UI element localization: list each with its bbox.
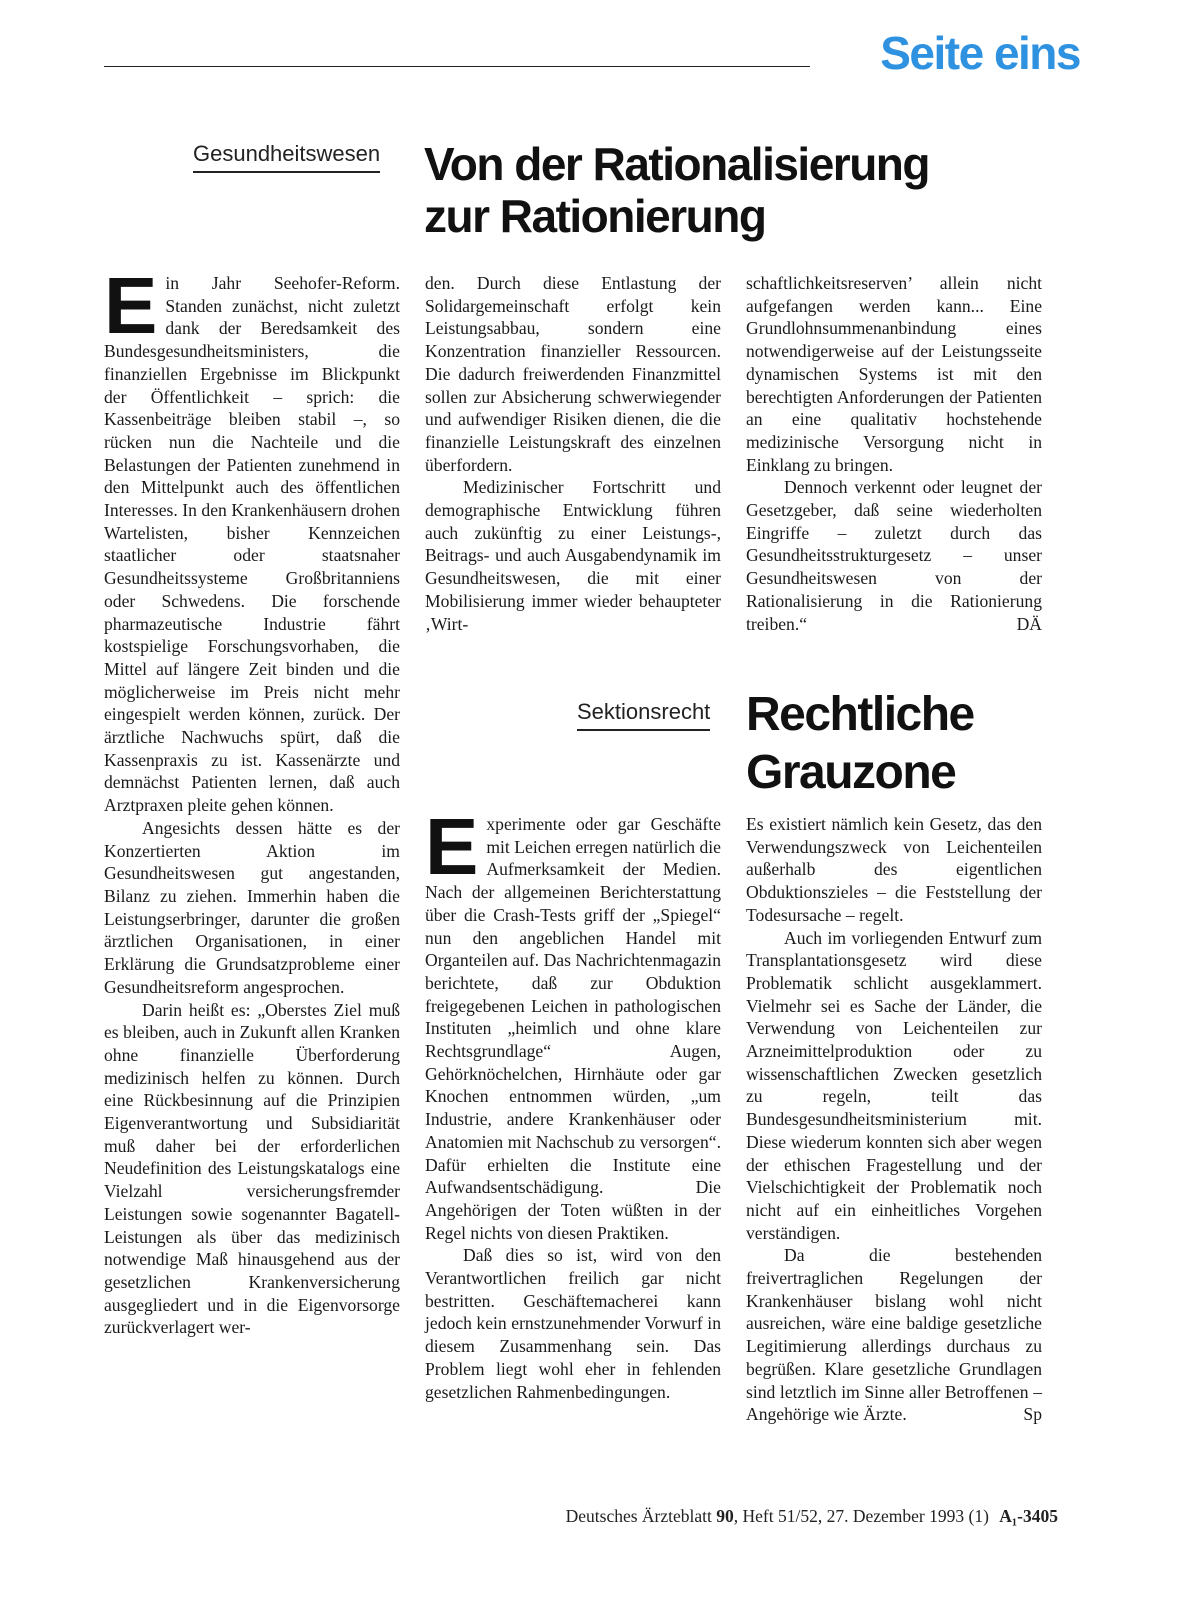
footer-volume: 90 [716, 1506, 734, 1526]
paragraph-text: xperimente oder gar Geschäfte mit Leichen erregen natürlich die Aufmerksamkeit der Medien. Nach der allgemeinen Berichterstattung über die Crash-Tests griff der „Spiegel“ nun den angeblichen Handel mit Organteilen auf. Das Nachrichtenmagazin berichtete, daß zur Obduktion freigegebenen Leichen in pathologischen Instituten „heimlich und ohne klare Rechtsgrundlage“ Augen, Gehörknöchelchen, Hirnhäute oder gar Knochen entnommen würden, „um Industrie, andere Krankenhäuser oder Anatomien mit Nachschub zu versorgen“. Dafür erhielten die Institute eine Aufwandsentschädigung. Die Angehörigen der Toten wüßten in der Regel nichts von diesen Praktiken. [425, 814, 721, 1243]
page-footer [566, 1506, 1058, 1527]
article-1-headline-line2: zur Rationierung [424, 190, 766, 242]
article-1-column-1 [104, 261, 400, 1339]
paragraph: den. Durch diese Entlastung der Solidargemeinschaft erfolgt kein Leistungsabbau, sondern eine Konzentration finanzieller Ressourcen. Die dadurch freiwerdenden Finanzmittel sollen zur Absicherung schwerwiegender und aufwendiger Risiken dienen, die die finanzielle Leistungskraft des einzelnen überfordern. [425, 273, 721, 475]
article-2-kicker: Sektionsrecht [577, 701, 710, 731]
article-2-headline-line1: Rechtliche [746, 688, 974, 741]
footer-issue: , Heft 51/52, 27. Dezember 1993 (1) [733, 1506, 989, 1526]
paragraph: Daß dies so ist, wird von den Verantwortlichen freilich gar nicht bestritten. Geschäftemacherei kann jedoch kein ernstzunehmender Vorwurf in diesem Zusammenhang sein. Das Problem liegt wohl eher in fehlenden gesetzlichen Rahmenbedingungen. [425, 1245, 721, 1402]
paragraph [746, 476, 1042, 635]
paragraph: Angesichts dessen hätte es der Konzertierten Aktion im Gesundheitswesen gut angestanden, Bilanz zu ziehen. Immerhin haben die Leistungserbringer, darunter die großen ärztlichen Organisationen, in einer Erklärung die Grundsatzprobleme einer Gesundheitsreform angesprochen. [104, 817, 400, 997]
paragraph [104, 261, 400, 817]
footer-page-number: A₁-3405 [999, 1506, 1058, 1526]
footer-journal: Deutsches Ärzteblatt [565, 1506, 712, 1526]
paragraph-text: in Jahr Seehofer-Reform. Standen zunächst, nicht zuletzt dank der Beredsamkeit des Bundesgesundheitsministers, die finanziellen Ergebnisse im Blickpunkt der Öffentlichkeit – sprich: die Kassenbeiträge bleiben stabil –, so rücken nun die Nachteile und die Belastungen der Patienten zunehmend in den Mittelpunkt auch des öffentlichen Interesses. In den Krankenhäusern drohen Wartelisten, bisher Kennzeichen staatlicher oder staatsnaher Gesundheitssysteme Großbritanniens oder Schwedens. Die forschende pharmazeutische Industrie fährt kostspielige Forschungsvorhaben, die Mittel auf längere Zeit binden und die möglicherweise im Preis nicht mehr eingespielt werden können, zurück. Der ärztliche Nachwuchs spürt, daß die Kassenpraxis zu ist. Kassenärzte und demnächst Patienten lernen, daß auch Arztpraxen pleite gehen können. [104, 273, 400, 816]
paragraph: Darin heißt es: „Oberstes Ziel muß es bleiben, auch in Zukunft allen Kranken ohne finanzielle Überforderung medizinisch helfen zu können. Durch eine Rückbesinnung auf die Prinzipien Eigenverantwortung und Subsidiarität muß daher bei der erforderlichen Neudefinition des Leistungskatalogs eine Vielzahl versicherungsfremder Leistungen sowie sogenannter Bagatell-Leistungen als über das medizinisch notwendige Maß hinausgehend aus der gesetzlichen Krankenversicherung ausgegliedert und in die Eigenvorsorge zurückverlagert wer- [104, 999, 400, 1338]
article-2-column-2 [425, 802, 721, 1403]
drop-cap: E [425, 802, 479, 891]
article-2-headline-line2: Grauzone [746, 746, 956, 799]
paragraph: Auch im vorliegenden Entwurf zum Transplantationsgesetz wird diese Problematik schlicht ausgeklammert. Vielmehr sei es Sache der Länder, die Verwendung von Leichenteilen zur Arzneimittelproduktion oder zu wissenschaftlichen Zwecken gesetzlich zu regeln, teilt das Bundesgesundheitsministerium mit. Diese wiederum konnten sich aber wegen der ethischen Fragestellung und der Vielschichtigkeit der Problematik noch nicht auf ein einheitliches Vorgehen verständigen. [746, 927, 1042, 1243]
article-1-column-2 [425, 272, 721, 635]
paragraph: Es existiert nämlich kein Gesetz, das den Verwendungszweck von Leichenteilen außerhalb des eigentlichen Obduktionszieles – die Feststellung der Todesursache – regelt. [746, 814, 1042, 925]
article-1-column-3 [746, 272, 1042, 635]
article-1-headline [424, 138, 929, 242]
article-1-headline-line1: Von der Rationalisierung [424, 138, 929, 190]
author-signature: Sp [1023, 1404, 1042, 1425]
paragraph-text: Dennoch verkennt oder leugnet der Gesetzgeber, daß seine wiederholten Eingriffe – zuletzt durch das Gesundheitsstrukturgesetz – unser Gesundheitswesen von der Rationalisierung in die Rationierung treiben.“ [746, 477, 1042, 634]
article-1-kicker: Gesundheitswesen [193, 143, 380, 173]
paragraph [425, 802, 721, 1244]
drop-cap: E [104, 261, 158, 350]
paragraph [746, 1244, 1042, 1426]
paragraph: Medizinischer Fortschritt und demographische Entwicklung führen auch zukünftig zu einer Leistungs-, Beitrags- und auch Ausgabendynamik im Gesundheitswesen, die mit einer Mobilisierung immer wieder behaupteter ‚Wirt- [425, 477, 721, 634]
article-2-column-3 [746, 813, 1042, 1426]
paragraph: schaftlichkeitsreserven’ allein nicht aufgefangen werden kann... Eine Grundlohnsummenanbindung eines notwendigerweise auf der Leistungsseite dynamischen Systems ist mit den berechtigten Anforderungen der Patienten an eine qualitativ hochstehende medizinische Versorgung nicht in Einklang zu bringen. [746, 273, 1042, 475]
top-rule [104, 66, 810, 67]
article-2-headline [746, 686, 974, 802]
paragraph-text: Da die bestehenden freivertraglichen Regelungen der Krankenhäuser bislang wohl nicht ausreichen, wäre eine baldige gesetzliche Legitimierung allerdings durchaus zu begrüßen. Klare gesetzliche Grundlagen sind letztlich im Sinne aller Betroffenen – Angehörige wie Ärzte. [746, 1245, 1042, 1425]
section-tag: Seite eins [880, 27, 1080, 79]
author-signature: DÄ [1016, 613, 1042, 634]
